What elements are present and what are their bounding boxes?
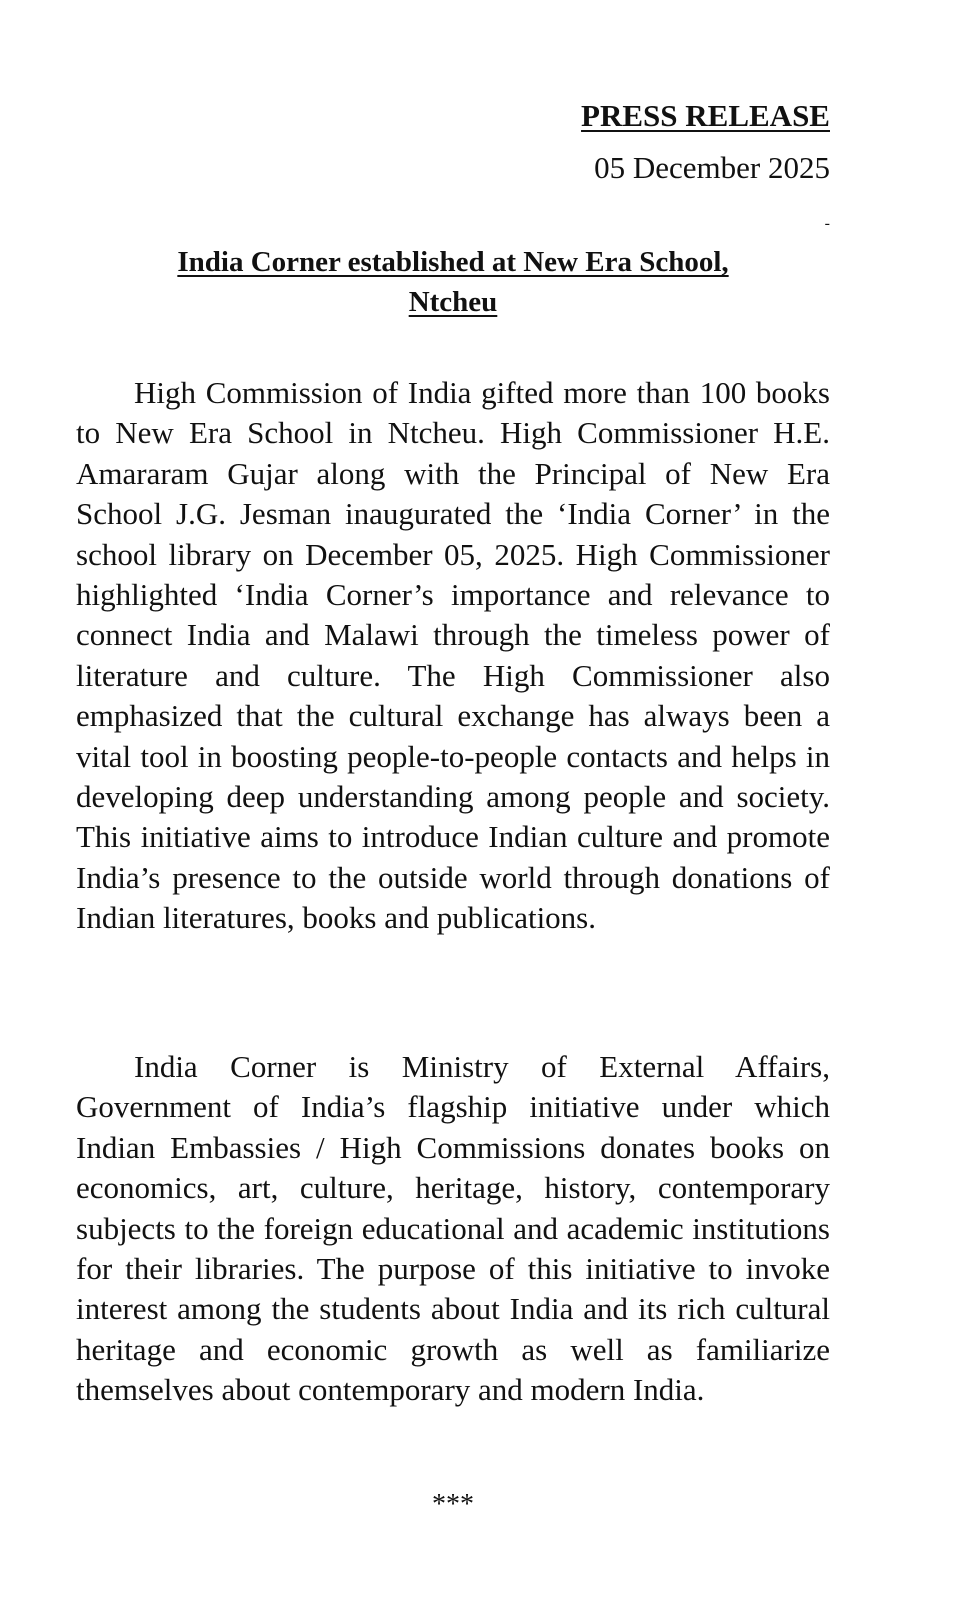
press-release-heading: PRESS RELEASE bbox=[581, 98, 830, 133]
header-dash-mark: - bbox=[824, 215, 830, 232]
article-title-line-2: Ntcheu bbox=[408, 286, 498, 318]
press-release-page bbox=[76, 0, 830, 1600]
end-of-release-mark: *** bbox=[432, 1489, 474, 1520]
article-title bbox=[76, 242, 830, 322]
body-paragraph-2: India Corner is Ministry of External Affairs, Government of India’s flagship initiative under which Indian Embassies / High Commissions donates books on economics, art, culture, heritage, history, contemporary subjects to the foreign educational and academic institutions for their libraries. The purpose of this initiative to invoke interest among the students about India and its rich cultural heritage and economic growth as well as familiarize themselves about contemporary and modern India. bbox=[76, 1049, 830, 1408]
body-paragraph-1: High Commission of India gifted more than 100 books to New Era School in Ntcheu. High Commissioner H.E. Amararam Gujar along with the Principal of New Era School J.G. Jesman inaugurated the ‘India Corner’ in the school library on December 05, 2025. High Commissioner highlighted ‘India Corner’s importance and relevance to connect India and Malawi through the timeless power of literature and culture. The High Commissioner also emphasized that the cultural exchange has always been a vital tool in boosting people-to-people contacts and helps in developing deep understanding among people and society. This initiative aims to introduce Indian culture and promote India’s presence to the outside world through donations of Indian literatures, books and publications. bbox=[76, 375, 830, 936]
article-title-line-1: India Corner established at New Era School, bbox=[177, 246, 729, 278]
release-date: 05 December 2025 bbox=[594, 150, 830, 185]
